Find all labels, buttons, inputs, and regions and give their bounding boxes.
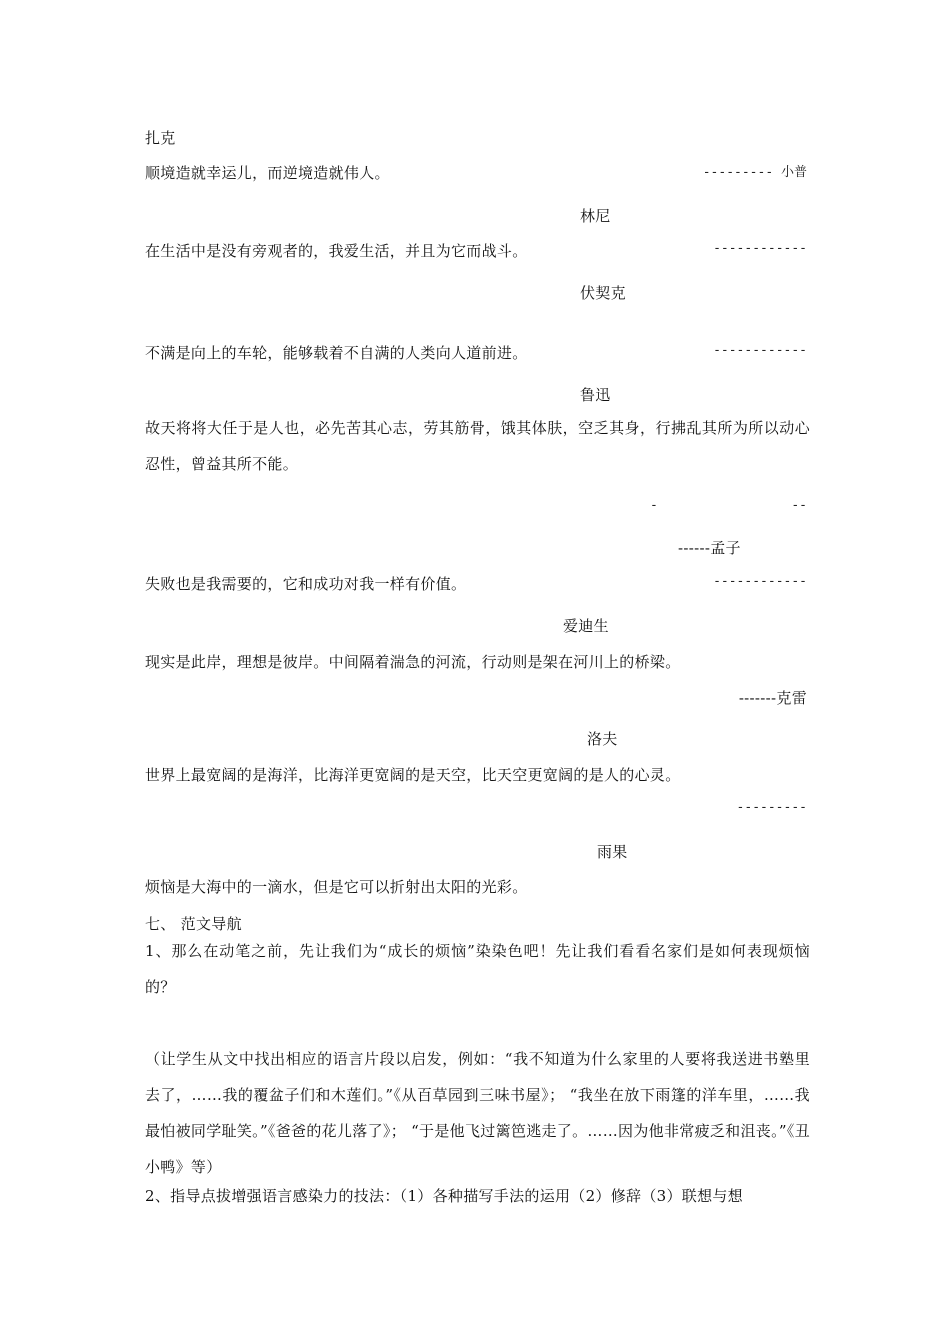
author-line-luxun: 鲁迅 <box>580 386 611 404</box>
section-heading-model-essays: 七、 范文导航 <box>145 915 242 933</box>
instruction-paragraph-1: 1、那么在动笔之前，先让我们为“成长的烦恼”染染色吧！先让我们看看名家们是如何表现烦恼的？ <box>145 942 810 996</box>
author-line-linni: 林尼 <box>580 207 611 225</box>
attribution-dash: ------------ <box>713 241 807 256</box>
author-line-mencius: ------孟子 <box>678 539 741 557</box>
attribution-dash: - <box>650 498 658 513</box>
author-line-luofu: 洛夫 <box>587 730 618 748</box>
author-line-fuqike: 伏契克 <box>580 284 626 302</box>
attribution-dash: --------- <box>736 800 807 815</box>
author-line-zhake: 扎克 <box>145 129 176 147</box>
quote-line-reality: 现实是此岸，理想是彼岸。中间隔着湍急的河流，行动则是架在河川上的桥梁。 <box>145 653 681 671</box>
attribution-dash: ------------ <box>713 343 807 358</box>
attribution-dash: -- <box>791 498 807 513</box>
quote-line-failure: 失败也是我需要的，它和成功对我一样有价值。 <box>145 575 467 593</box>
instruction-paragraph-examples: （让学生从文中找出相应的语言片段以启发，例如：“我不知道为什么家里的人要将我送进书塾里去了，……我的覆盆子们和木莲们。”《从百草园到三味书屋》； “我坐在放下雨篷的洋车里，……我最怕被同学耻笑。”《爸爸的花儿落了》； “于是他飞过篱笆逃走了。……因为他非常疲乏和沮丧。”《丑小鸭》等） <box>145 1050 810 1176</box>
author-line-kelei: -------克雷 <box>738 689 807 707</box>
attribution-dash: --------- 小普 <box>702 165 807 180</box>
quote-line-worry: 烦恼是大海中的一滴水，但是它可以折射出太阳的光彩。 <box>145 878 528 896</box>
author-line-hugo: 雨果 <box>597 843 628 861</box>
quote-line-discontent: 不满是向上的车轮，能够载着不自满的人类向人道前进。 <box>145 344 528 362</box>
author-line-edison: 爱迪生 <box>563 617 609 635</box>
attribution-dash: ------------ <box>713 574 807 589</box>
quote-paragraph-mencius: 故天将将大任于是人也，必先苦其心志，劳其筋骨，饿其体肤，空乏其身，行拂乱其所为所以动心忍性，曾益其所不能。 <box>145 419 810 473</box>
quote-line-no-bystanders: 在生活中是没有旁观者的，我爱生活，并且为它而战斗。 <box>145 242 528 260</box>
quote-line-adversity: 顺境造就幸运儿，而逆境造就伟人。 <box>145 164 390 182</box>
quote-line-broadest: 世界上最宽阔的是海洋，比海洋更宽阔的是天空，比天空更宽阔的是人的心灵。 <box>145 766 681 784</box>
instruction-line-2: 2、指导点拔增强语言感染力的技法：（1）各种描写手法的运用（2）修辞（3）联想与想 <box>145 1187 743 1205</box>
